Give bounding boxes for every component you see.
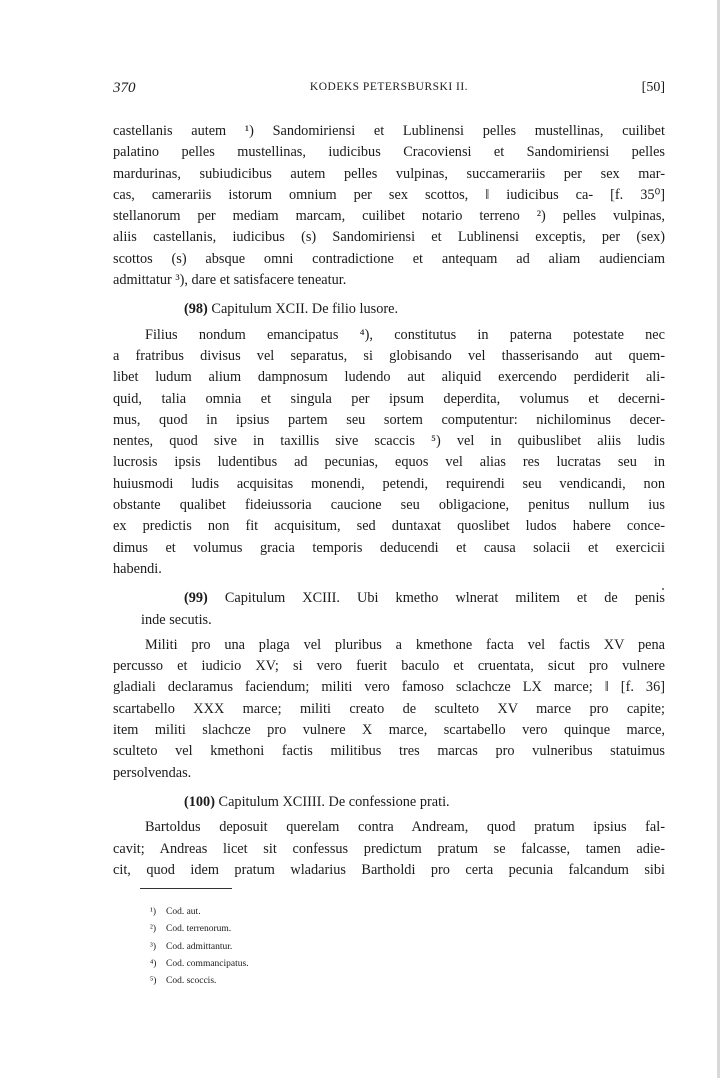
footnote-text: Cod. commancipatus. <box>166 958 249 969</box>
text-line: cit, quod idem pratum wladarius Bartholdi pro certa pecunia falcandum sibi <box>113 861 665 878</box>
footnote <box>150 921 249 938</box>
chapter-number: (98) <box>184 301 208 318</box>
text-line: mardurinas, subiudicibus autem pelles vulpinas, succamerariis per sex mar- <box>113 165 665 182</box>
text-line: admittatur ³), dare et satisfacere teneatur. <box>113 272 347 289</box>
footnote <box>150 904 249 921</box>
page-number: 370 <box>113 80 136 96</box>
paragraph <box>113 325 665 581</box>
footnote <box>150 956 249 973</box>
text-line: a fratribus divisus vel separatus, si globisando vel thasserisando aut quem- <box>113 347 665 364</box>
text-line: persolvendas. <box>113 764 192 781</box>
text-line: cas, camerariis istorum omnium per sex scottos, ‖ iudicibus ca- [f. 35⁰] <box>113 186 665 203</box>
running-title: KODEKS PETERSBURSKI II. <box>309 81 469 93</box>
text-line: Bartoldus deposuit querelam contra Andream, quod pratum ipsius fal- <box>145 819 665 836</box>
footnote-text: Cod. terrenorum. <box>166 924 232 935</box>
footnote-text: Cod. aut. <box>166 907 201 917</box>
speck-mark <box>662 588 664 590</box>
text-line: item militi slachcze pro vulnere X marce, scartabello vero quinque marce, <box>113 722 665 739</box>
text-line: quid, talia omnia et singula per ipsum deperdita, volumus et decerni- <box>113 390 665 407</box>
footnote <box>150 939 249 956</box>
footnote <box>150 973 249 990</box>
chapter-number: (99) <box>184 590 208 607</box>
text-line: cavit; Andreas licet sit confessus predictum pratum se falcasse, tamen adie- <box>113 840 665 857</box>
text-line: aliis castellanis, iudicibus (s) Sandomiriensi et Lublinensi exceptis, per (sex) <box>113 229 665 246</box>
text-line: sculteto vel kmethoni factis militibus tres marcas pro vulneribus statuimus <box>113 743 665 760</box>
page-header <box>113 80 665 100</box>
footnote-mark: ¹) <box>150 907 157 917</box>
paragraph <box>113 817 665 881</box>
footnote-text: Cod. scoccis. <box>166 976 217 987</box>
text-line: mus, quod in ipsius partem seu sortem computentur: nichilominus decer- <box>113 411 665 428</box>
footnote-mark: ³) <box>150 941 157 952</box>
body-text <box>113 121 665 881</box>
text-line: percusso et iudicio XV; si vero fuerit baculo et cruentata, sicut pro vulnere <box>113 658 665 675</box>
text-line: Militi pro una plaga vel pluribus a kmethone facta vel factis XV pena <box>145 636 665 653</box>
text-line: dimus et volumus gracia temporis deducendi et causa solacii et exercicii <box>113 539 665 556</box>
text-line: habendi. <box>113 560 162 577</box>
footnote-divider <box>140 888 232 889</box>
text-line: huiusmodi ludis acquisitas monendi, petendi, requirendi seu vendicandi, non <box>113 475 665 492</box>
text-line: libet ludum alium dampnosum ludendo aut aliquid exercendo perdiderit ali- <box>113 369 665 386</box>
footnote-mark: ²) <box>150 924 157 935</box>
chapter-heading <box>113 792 665 813</box>
text-line: stellanorum per mediam marcam, cuilibet notario terreno ²) pelles vulpinas, <box>113 208 665 225</box>
text-line: lucrosis ipsis ludentibus ad pecunias, equos vel alias res lucratas seu in <box>113 454 665 471</box>
chapter-number: (100) <box>184 793 215 810</box>
footnote-mark: ⁴) <box>150 958 157 969</box>
footnote-mark: ⁵) <box>150 976 157 987</box>
folio-number: [50] <box>641 80 665 95</box>
paragraph <box>113 121 665 291</box>
chapter-title-continuation: inde secutis. <box>141 611 212 628</box>
text-line: scartabello XXX marce; militi creato de sculteto XV marce pro capite; <box>113 700 665 717</box>
chapter-heading <box>113 588 665 609</box>
text-line: obstante qualibet fideiussoria caucione seu obligacione, penitus nullum ius <box>113 497 665 514</box>
text-line: gladiali declaramus faciendum; militi vero famoso sclachcze LX marce; ‖ [f. 36] <box>113 679 665 696</box>
text-line: palatino pelles mustellinas, iudicibus Cracoviensi et Sandomiriensi pelles <box>113 144 665 161</box>
text-line: nentes, quod sive in taxillis sive scaccis ⁵) vel in quibuslibet aliis ludis <box>113 433 665 450</box>
footnote-text: Cod. admittantur. <box>166 941 233 952</box>
paragraph <box>113 635 665 784</box>
text-line: ex predictis non fit acquisitum, sed duntaxat quoslibet ludos habere conce- <box>113 518 665 535</box>
chapter-title: Capitulum XCIIII. De confessione prati. <box>218 793 450 810</box>
chapter-title: Capitulum XCIII. Ubi kmetho wlnerat militem et de penis <box>224 590 665 607</box>
footnotes <box>150 904 249 990</box>
text-line: castellanis autem ¹) Sandomiriensi et Lublinensi pelles mustellinas, cuilibet <box>113 123 665 139</box>
chapter-heading <box>113 299 665 320</box>
text-line: scottos (s) absque omni contradictione et antequam ad aliam audienciam <box>113 250 665 267</box>
chapter-title: Capitulum XCII. De filio lusore. <box>211 301 399 318</box>
text-line: Filius nondum emancipatus ⁴), constitutus in paterna potestate nec <box>145 326 665 343</box>
